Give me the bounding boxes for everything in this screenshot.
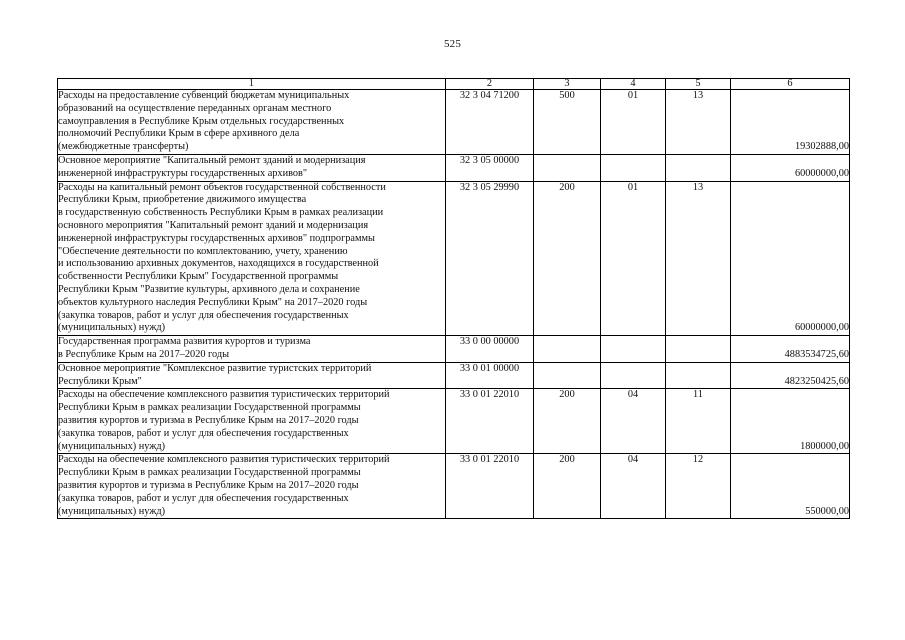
subsection-cell: 11 xyxy=(666,389,731,454)
table-row xyxy=(58,454,850,519)
column-header: 6 xyxy=(731,79,850,90)
description-line: Основное мероприятие "Капитальный ремонт зданий и модернизация xyxy=(58,154,366,166)
description-line: Государственная программа развития курортов и туризма xyxy=(58,336,311,348)
description-line: (закупка товаров, работ и услуг для обеспечения государственных xyxy=(58,427,349,439)
target-article-cell: 32 3 05 00000 xyxy=(446,154,534,181)
target-article-cell: 33 0 01 22010 xyxy=(446,454,534,519)
table-row xyxy=(58,336,850,363)
section-cell xyxy=(601,154,666,181)
column-header: 2 xyxy=(446,79,534,90)
target-article-cell: 33 0 01 22010 xyxy=(446,389,534,454)
row-description xyxy=(58,154,446,181)
description-line: (муниципальных) нужд) xyxy=(58,505,166,517)
row-description xyxy=(58,454,446,519)
row-description xyxy=(58,336,446,363)
description-line: "Обеспечение деятельности по комплектованию, учету, хранению xyxy=(58,245,348,257)
amount-cell: 4883534725,60 xyxy=(731,336,850,363)
description-line: Основное мероприятие "Комплексное развитие туристских территорий xyxy=(58,362,372,374)
expense-type-cell: 500 xyxy=(534,90,601,155)
row-description xyxy=(58,362,446,389)
amount-cell: 19302888,00 xyxy=(731,90,850,155)
description-line: образований на осуществление переданных органам местного xyxy=(58,102,332,114)
table-row xyxy=(58,362,850,389)
description-line: в Республике Крым на 2017–2020 годы xyxy=(58,348,230,360)
description-line: Республики Крым" xyxy=(58,375,142,387)
expense-type-cell: 200 xyxy=(534,181,601,336)
expense-type-cell: 200 xyxy=(534,389,601,454)
expense-type-cell xyxy=(534,362,601,389)
target-article-cell: 32 3 05 29990 xyxy=(446,181,534,336)
section-cell xyxy=(601,336,666,363)
description-line: развития курортов и туризма в Республике Крым на 2017–2020 годы xyxy=(58,414,359,426)
section-cell xyxy=(601,362,666,389)
description-line: (закупка товаров, работ и услуг для обеспечения государственных xyxy=(58,492,349,504)
description-line: собственности Республики Крым" Государственной программы xyxy=(58,271,339,283)
subsection-cell xyxy=(666,336,731,363)
description-line: объектов культурного наследия Республики Крым" на 2017–2020 годы xyxy=(58,296,368,308)
description-line: Республики Крым "Развитие культуры, архивного дела и сохранение xyxy=(58,283,360,295)
description-line: Расходы на обеспечение комплексного развития туристических территорий xyxy=(58,454,390,466)
description-line: (муниципальных) нужд) xyxy=(58,440,166,452)
description-line: Расходы на обеспечение комплексного развития туристических территорий xyxy=(58,389,390,401)
amount-cell: 550000,00 xyxy=(731,454,850,519)
section-cell: 01 xyxy=(601,90,666,155)
description-line: (закупка товаров, работ и услуг для обеспечения государственных xyxy=(58,309,349,321)
row-description xyxy=(58,181,446,336)
section-cell: 04 xyxy=(601,389,666,454)
description-line: Республики Крым, приобретение движимого имущества xyxy=(58,194,307,206)
expense-type-cell: 200 xyxy=(534,454,601,519)
amount-cell: 1800000,00 xyxy=(731,389,850,454)
subsection-cell: 12 xyxy=(666,454,731,519)
amount-cell: 60000000,00 xyxy=(731,154,850,181)
expense-type-cell xyxy=(534,336,601,363)
table-row xyxy=(58,389,850,454)
row-description xyxy=(58,389,446,454)
header-row xyxy=(58,79,850,90)
expense-type-cell xyxy=(534,154,601,181)
table-row xyxy=(58,90,850,155)
description-line: Расходы на капитальный ремонт объектов государственной собственности xyxy=(58,181,386,193)
row-description xyxy=(58,90,446,155)
description-line: и использованию архивных документов, находящихся в государственной xyxy=(58,258,379,270)
table-body xyxy=(58,90,850,519)
subsection-cell xyxy=(666,362,731,389)
description-line: Расходы на предоставление субвенций бюджетам муниципальных xyxy=(58,90,350,101)
target-article-cell: 33 0 01 00000 xyxy=(446,362,534,389)
page-number: 525 xyxy=(443,38,462,50)
description-line: инженерной инфраструктуры государственных архивов" xyxy=(58,167,308,179)
description-line: (межбюджетные трансферты) xyxy=(58,141,189,153)
target-article-cell: 33 0 00 00000 xyxy=(446,336,534,363)
description-line: основного мероприятия "Капитальный ремонт зданий и модернизация xyxy=(58,219,369,231)
description-line: Республики Крым в рамках реализации Государственной программы xyxy=(58,467,361,479)
section-cell: 01 xyxy=(601,181,666,336)
description-line: полномочий Республики Крым в сфере архивного дела xyxy=(58,128,300,140)
description-line: в государственную собственность Республики Крым в рамках реализации xyxy=(58,207,384,219)
amount-cell: 60000000,00 xyxy=(731,181,850,336)
table-row xyxy=(58,181,850,336)
description-line: Республики Крым в рамках реализации Государственной программы xyxy=(58,402,361,414)
column-header: 3 xyxy=(534,79,601,90)
subsection-cell xyxy=(666,154,731,181)
description-line: (муниципальных) нужд) xyxy=(58,322,166,334)
budget-table xyxy=(57,78,850,519)
column-header: 5 xyxy=(666,79,731,90)
target-article-cell: 32 3 04 71200 xyxy=(446,90,534,155)
description-line: самоуправления в Республике Крым отдельных государственных xyxy=(58,115,345,127)
description-line: развития курортов и туризма в Республике Крым на 2017–2020 годы xyxy=(58,479,359,491)
table-row xyxy=(58,154,850,181)
description-line: инженерной инфраструктуры государственных архивов" подпрограммы xyxy=(58,232,375,244)
column-header: 1 xyxy=(58,79,446,90)
subsection-cell: 13 xyxy=(666,181,731,336)
column-header: 4 xyxy=(601,79,666,90)
section-cell: 04 xyxy=(601,454,666,519)
subsection-cell: 13 xyxy=(666,90,731,155)
amount-cell: 4823250425,60 xyxy=(731,362,850,389)
